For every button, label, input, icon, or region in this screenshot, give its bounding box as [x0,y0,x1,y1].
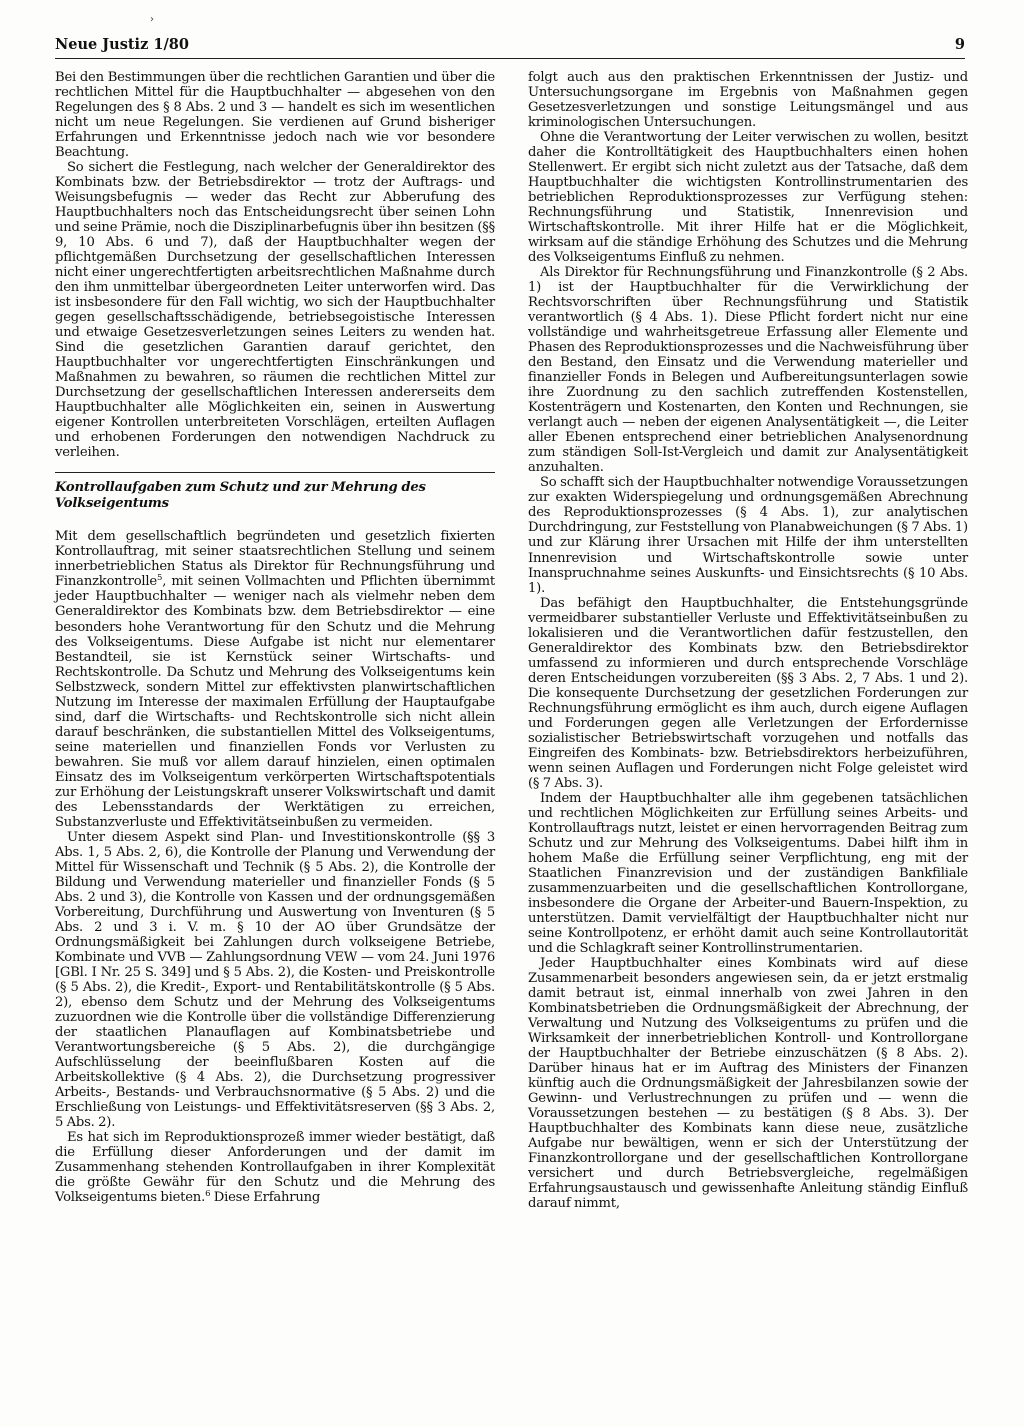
paragraph-text: Mit dem gesellschaftlich begründeten und gesetzlich fixierten Kontrollauftrag, mit seiner staatsrechtlichen Stellung und seinem innerbetrieblichen Status als Direktor für Rechnungsführung und Finanzkontrolle [55,529,495,590]
paragraph-text: Diese Erfahrung [210,1190,321,1206]
paragraph: Indem der Hauptbuchhalter alle ihm gegebenen tatsächlichen und rechtlichen Möglichkeiten zur Erfüllung seines Arbeits- und Kontrollauftrags nutzt, leistet er einen hervorragenden Beitrag zum Schutz und zur Mehrung des Volkseigentums. Dabei hilft ihm in hohem Maße die Erfüllung seiner Verpflichtung, eng mit der Staatlichen Finanzrevision und der zuständigen Bankfiliale zusammenzuarbeiten und die gesellschaftlichen Kontrollorgane, insbesondere die Organe der Arbeiter-und Bauern-Inspektion, zu unterstützen. Damit vervielfältigt der Hauptbuchhalter nicht nur seine Kontrollpotenz, er erhöht damit auch seine Kontrollautorität und die Schlagkraft seiner Kontrollinstrumentarien. [528,790,968,956]
right-column [528,70,968,1211]
footnote-ref: 5 [157,573,163,584]
page-number: 9 [954,36,965,53]
paragraph: Unter diesem Aspekt sind Plan- und Investitionskontrolle (§§ 3 Abs. 1, 5 Abs. 2, 6), die Kontrolle der Planung und Verwendung der Mittel für Wissenschaft und Technik (§ 5 Abs. 2), die Kontrolle der Bildung und Verwendung materieller und finanzieller Fonds (§ 5 Abs. 2 und 3), die Kontrolle von Kassen und der ordnungsgemäßen Vorbereitung, Durchführung und Auswertung von Inventuren (§ 5 Abs. 2 und 3 i. V. m. § 10 der AO über Grundsätze der Ordnungsmäßigkeit bei Zahlungen durch volkseigene Betriebe, Kombinate und VVB — Zahlungsordnung VEW — vom 24. Juni 1976 [GBl. I Nr. 25 S. 349] und § 5 Abs. 2), die Kosten- und Preiskontrolle (§ 5 Abs. 2), die Kredit-, Export- und Rentabilitätskontrolle (§ 5 Abs. 2), ebenso dem Schutz und der Mehrung des Volkseigentums zuzuordnen wie die Kontrolle über die vollständige Differenzierung der staatlichen Planauflagen auf Kombinatsbetriebe und Verantwortungsbereiche (§ 5 Abs. 2), die durchgängige Aufschlüsselung der beeinflußbaren Kosten auf die Arbeitskollektive (§ 4 Abs. 2), die Durchsetzung progressiver Arbeits-, Bestands- und Verbrauchsnormative (§ 5 Abs. 2) und die Erschließung von Leistungs- und Effektivitätsreserven (§§ 3 Abs. 2, 5 Abs. 2). [55,829,495,1131]
paragraph: Als Direktor für Rechnungsführung und Finanzkontrolle (§ 2 Abs. 1) ist der Hauptbuchhalter für die Verwirklichung der Rechtsvorschriften über Rechnungsführung und Statistik verantwortlich (§ 4 Abs. 1). Diese Pflicht fordert nicht nur eine vollständige und wahrheitsgetreue Erfassung aller Elemente und Phasen des Reproduktionsprozesses und die Nachweisführung über den Bestand, den Einsatz und die Verwendung materieller und finanzieller Fonds in Belegen und Aufbereitungsunterlagen sowie ihre Zuordnung zu den sachlich zutreffenden Kostenstellen, Kostenträgern und Kostenarten, den Konten und Rechnungen, sie verlangt auch — neben der eigenen Analysentätigkeit —, die Leiter aller Ebenen entsprechend einer betrieblichen Analysenordnung zum ständigen Soll-Ist-Vergleich und damit zur Analysentätigkeit anzuhalten. [528,265,968,476]
paragraph-text: , mit seinen Vollmachten und Pflichten übernimmt jeder Hauptbuchhalter — weniger nach als vielmehr neben dem Generaldirektor des Kombinats bzw. dem Betriebsdirektor — eine besonders hohe Verantwortung für den Schutz und die Mehrung des Volkseigentums. Diese Aufgabe ist nicht nur elementarer Bestandteil, sie ist Kernstück seiner Wirtschafts- und Rechtskontrolle. Da Schutz und Mehrung des Volkseigentums kein Selbstzweck, sondern Mittel zur effektivsten planwirtschaftlichen Nutzung im Interesse der maximalen Erfüllung der Hauptaufgabe sind, darf die Wirtschafts- und Rechtskontrolle sich nicht allein darauf beschränken, die substantiellen Mittel des Volkseigentums, seine materiellen und finanziellen Fonds vor Verlusten zu bewahren. Sie muß vor allem darauf hinzielen, einen optimalen Einsatz des im Volkseigentum verkörperten Wirtschaftspotentials zur Erhöhung der Leistungskraft unserer Volkswirtschaft und damit des Lebensstandards der Werktätigen zu erreichen, Substanzverluste und Effektivitätseinbußen zu vermeiden. [55,574,495,830]
journal-issue: Neue Justiz 1/80 [55,36,189,53]
paragraph: So sichert die Festlegung, nach welcher der Generaldirektor des Kombinats bzw. der Betriebsdirektor — trotz der Auftrags- und Weisungsbefugnis — weder das Recht zur Abberufung des Hauptbuchhalters noch das Entscheidungsrecht über seinen Lohn und seine Prämie, noch die Disziplinarbefugnis über ihn besitzen (§§ 9, 10 Abs. 6 und 7), daß der Hauptbuchhalter wegen der pflichtgemäßen Durchsetzung der gesellschaftlichen Interessen nicht einer ungerechtfertigten arbeitsrechtlichen Maßnahme durch den ihm unmittelbar übergeordneten Leiter unterworfen wird. Das ist insbesondere für den Fall wichtig, wo sich der Hauptbuchhalter gegen gesellschaftsschädigende, betriebsegoistische Interessen und etwaige Gesetzesverletzungen seines Leiters zu wenden hat. Sind die gesetzlichen Garantien darauf gerichtet, den Hauptbuchhalter vor ungerechtfertigten Einschränkungen und Maßnahmen zu bewahren, so räumen die rechtlichen Mittel zur Durchsetzung der gesellschaftlichen Interessen andererseits dem Hauptbuchhalter alle Möglichkeiten ein, seinen in Auswertung eigener Kontrollen unterbreiteten Vorschlägen, erteilten Auflagen und erhobenen Forderungen den notwendigen Nachdruck zu verleihen. [55,160,495,461]
footnote-ref: 6 [205,1189,211,1200]
paragraph: So schafft sich der Hauptbuchhalter notwendige Voraussetzungen zur exakten Widerspiegelung und ordnungsgemäßen Abrechnung des Reproduktionsprozesses (§ 4 Abs. 1), zur analytischen Durchdringung, zur Feststellung von Planabweichungen (§ 7 Abs. 1) und zur Klärung ihrer Ursachen mit Hilfe der ihm unterstellten Innenrevision und Wirtschaftskontrolle sowie unter Inanspruchnahme seines Auskunfts- und Einsichtsrechts (§ 10 Abs. 1). [528,475,968,596]
section-divider [55,472,495,473]
paragraph-text: Es hat sich im Reproduktionsprozeß immer wieder bestätigt, daß die Erfüllung dieser Anforderungen und der damit im Zusammenhang stehenden Kontrollaufgaben in ihrer Komplexität die größte Gewähr für den Schutz und die Mehrung des Volkseigentums bieten. [55,1130,495,1206]
paragraph: Bei den Bestimmungen über die rechtlichen Garantien und über die rechtlichen Mittel für die Hauptbuchhalter — abgesehen von den Regelungen des § 8 Abs. 2 und 3 — handelt es sich im wesentlichen nicht um neue Regelungen. Sie verdienen auf Grund bisheriger Erfahrungen und Erkenntnisse jedoch nach wie vor besondere Beachtung. [55,70,495,161]
paragraph: Ohne die Verantwortung der Leiter verwischen zu wollen, besitzt daher die Kontrolltätigkeit des Hauptbuchhalters einen hohen Stellenwert. Er ergibt sich nicht zuletzt aus der Tatsache, daß dem Hauptbuchhalter die wichtigsten Kontrollinstrumentarien des betrieblichen Reproduktionsprozesses zur Verfügung stehen: Rechnungsführung und Statistik, Innenrevision und Wirtschaftskontrolle. Mit ihrer Hilfe hat er die Möglichkeit, wirksam auf die ständige Erhöhung des Schutzes und die Mehrung des Volkseigentums Einfluß zu nehmen. [528,130,968,266]
section-heading: Kontrollaufgaben zum Schutz und zur Mehrung des Volkseigentums [55,480,426,511]
scan-artifact-mark: › [150,14,154,25]
header-rule [55,58,965,59]
paragraph: Das befähigt den Hauptbuchhalter, die Entstehungsgründe vermeidbarer substantieller Verluste und Effektivitätseinbußen zu lokalisieren und die Verantwortlichen dafür festzustellen, den Generaldirektor des Kombinats bzw. den Betriebsdirektor umfassend zu informieren und durch entsprechende Vorschläge deren Entscheidungen vorzubereiten (§§ 3 Abs. 2, 7 Abs. 1 und 2). Die konsequente Durchsetzung der gesetzlichen Forderungen zur Rechnungsführung ermöglicht es ihm auch, durch eigene Auflagen und Forderungen gegen alle Verletzungen der Erfordernisse sozialistischer Betriebswirtschaft vorzugehen und notfalls das Eingreifen des Kombinats- bzw. Betriebsdirektors herbeizuführen, wenn seinen Auflagen und Forderungen nicht Folge geleistet wird (§ 7 Abs. 3). [528,595,968,791]
paragraph [55,529,495,829]
page-header [55,36,965,58]
paragraph: Jeder Hauptbuchhalter eines Kombinats wird auf diese Zusammenarbeit besonders angewiesen sein, da er jetzt erstmalig damit betraut ist, einmal innerhalb von zwei Jahren in den Kombinatsbetrieben die Ordnungsmäßigkeit der Abrechnung, der Verwaltung und Nutzung des Volkseigentums zu prüfen und die Wirksamkeit der innerbetrieblichen Kontroll- und Kontrollorgane der Hauptbuchhalter der Betriebe einzuschätzen (§ 8 Abs. 2). Darüber hinaus hat er im Auftrag des Ministers der Finanzen künftig auch die Ordnungsmäßigkeit der Jahresbilanzen sowie der Gewinn- und Verlustrechnungen zu prüfen und — wenn die Voraussetzungen bestehen — zu bestätigen (§ 8 Abs. 3). Der Hauptbuchhalter des Kombinats kann diese neue, zusätzliche Aufgabe nur bewältigen, wenn er sich der Unterstützung der Finanzkontrollorgane und der gesellschaftlichen Kontrollorgane versichert und durch Betriebsvergleiche, regelmäßigen Erfahrungsaustausch und gewissenhafte Anleitung ständig Einfluß darauf nimmt, [528,955,968,1212]
left-column [55,70,495,1205]
paragraph [55,1130,495,1205]
paragraph: folgt auch aus den praktischen Erkenntnissen der Justiz- und Untersuchungsorgane im Ergebnis von Maßnahmen gegen Gesetzesverletzungen und sonstige Leitungsmängel und aus kriminologischen Untersuchungen. [528,70,968,131]
